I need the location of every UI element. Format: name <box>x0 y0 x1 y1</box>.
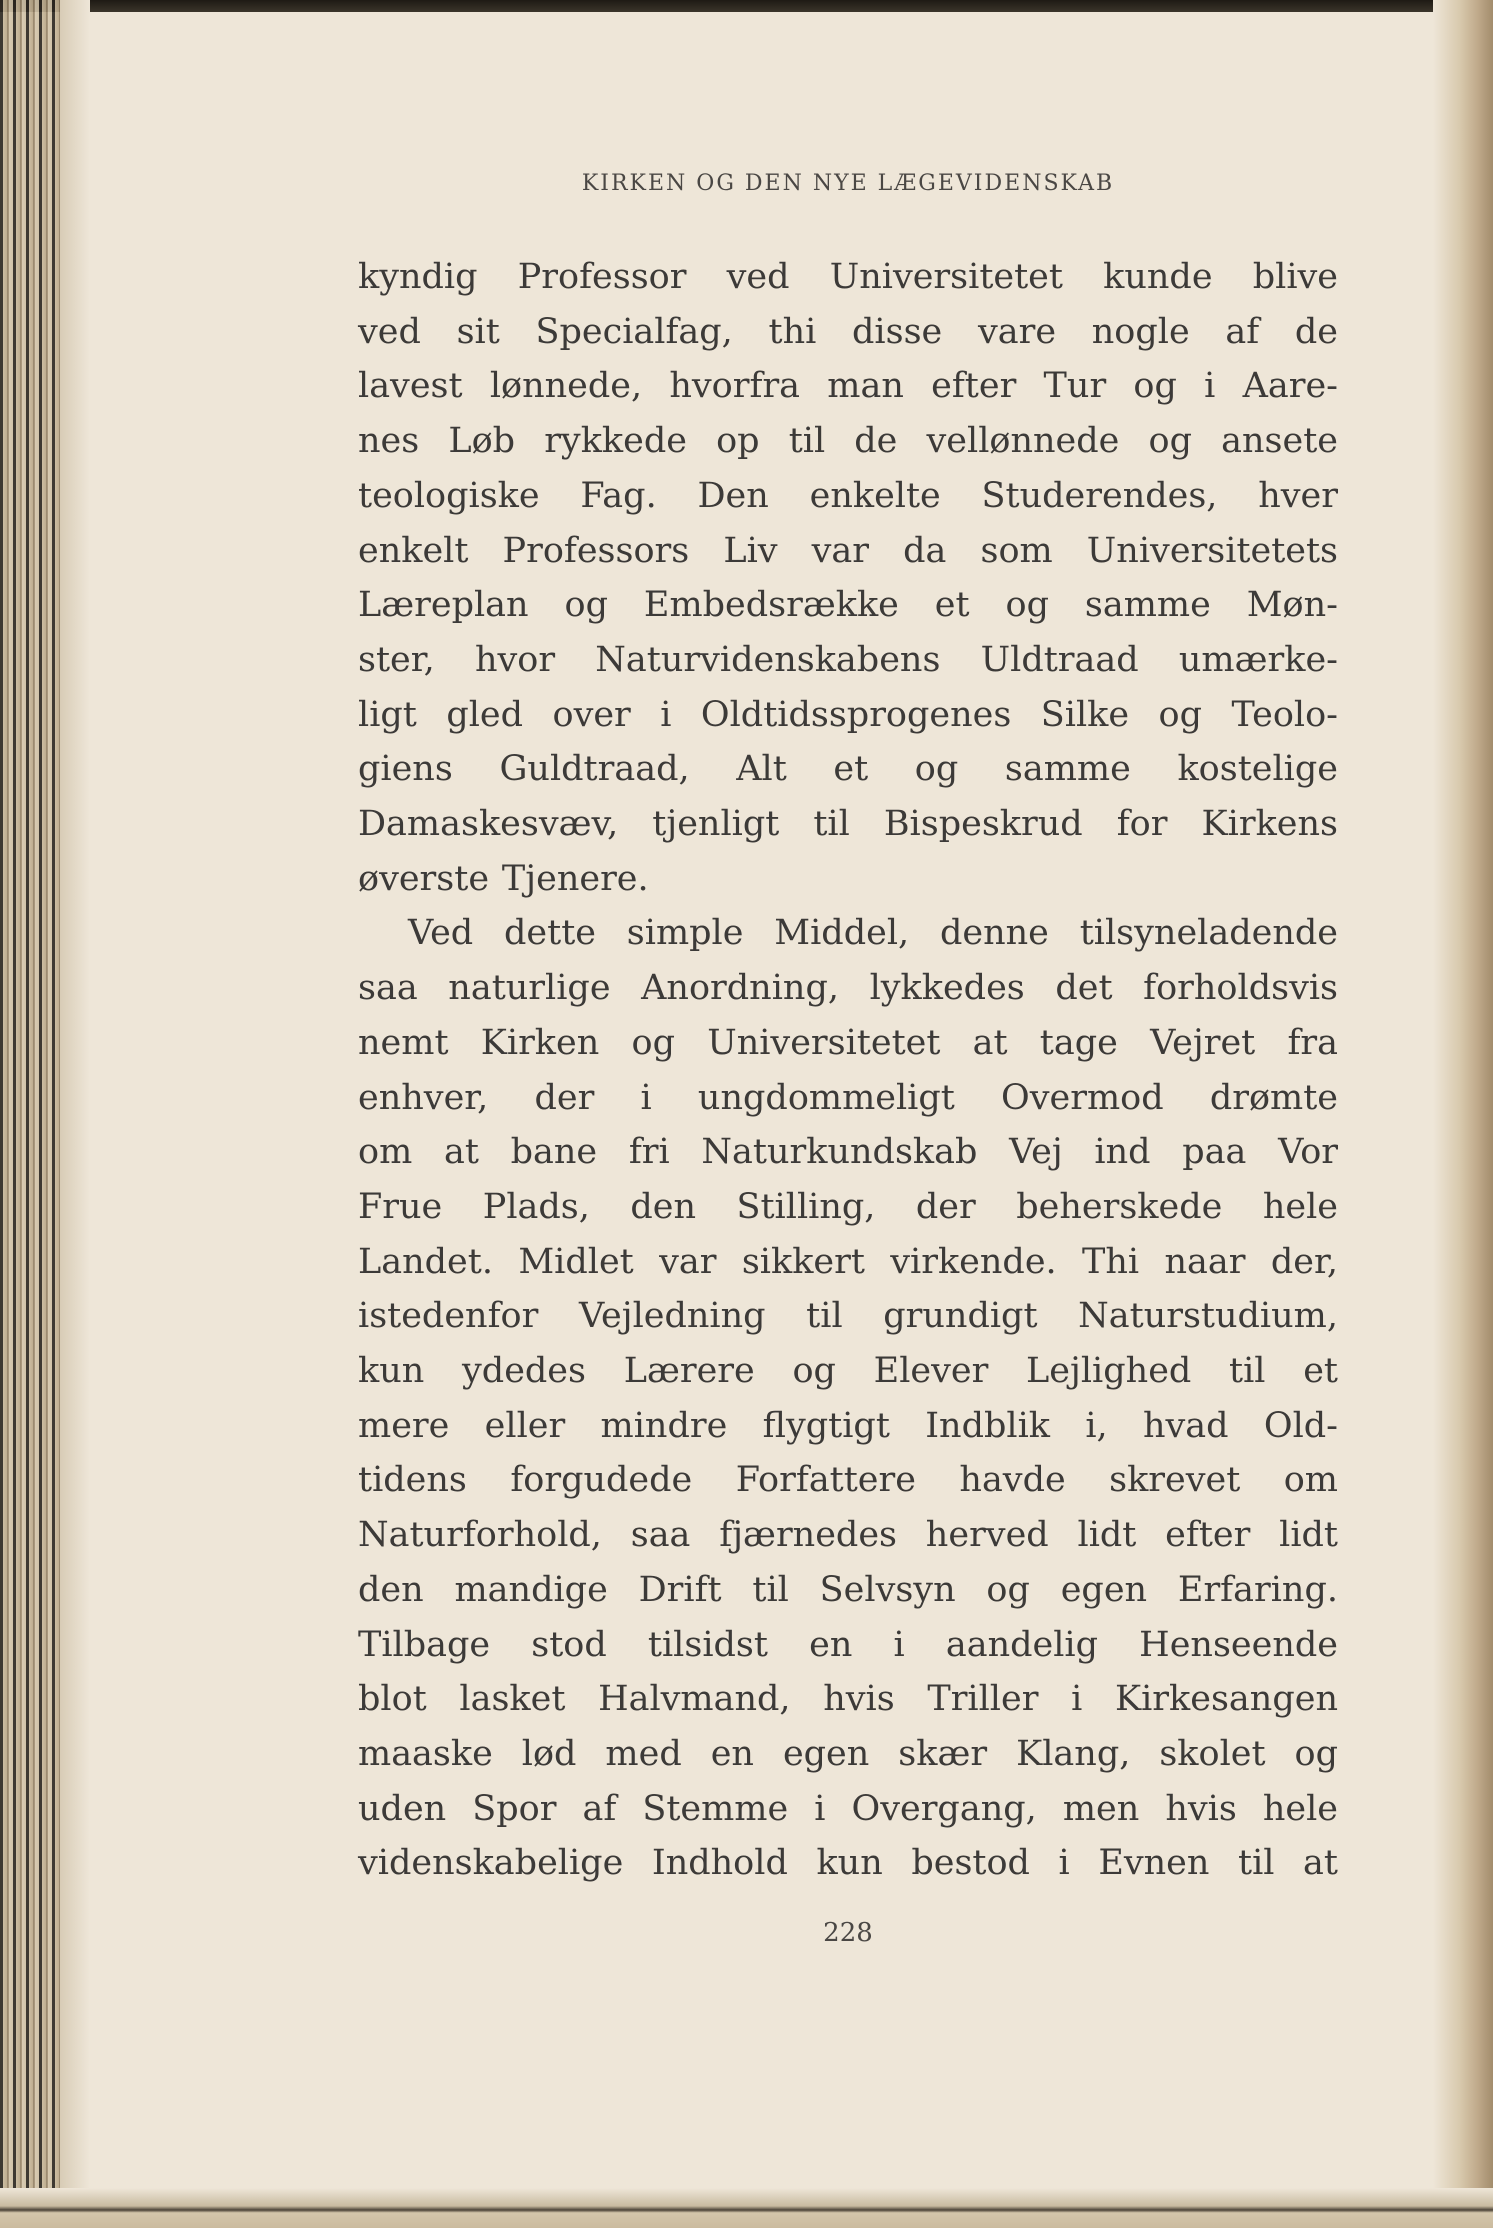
body-text <box>358 250 1338 1891</box>
page-text-block <box>358 170 1338 1891</box>
text-line: Ved dette simple Middel, denne tilsyneladende <box>408 913 1338 954</box>
text-line: kun ydedes Lærere og Elever Lejlighed til et <box>358 1351 1338 1392</box>
text-line: blot lasket Halvmand, hvis Triller i Kirkesangen <box>358 1679 1338 1720</box>
text-line: ligt gled over i Oldtidssprogenes Silke og Teolo- <box>358 694 1338 735</box>
text-line: mere eller mindre flygtigt Indblik i, hvad Old- <box>358 1405 1338 1446</box>
text-line: lavest lønnede, hvorfra man efter Tur og i Aare- <box>358 366 1338 407</box>
gutter-shadow <box>60 0 90 2228</box>
text-line: tidens forgudede Forfattere havde skrevet om <box>358 1460 1338 1501</box>
top-book-edge <box>0 0 1493 12</box>
text-line: giens Guldtraad, Alt et og samme kostelige <box>358 749 1338 790</box>
text-line: den mandige Drift til Selvsyn og egen Erfaring. <box>358 1569 1338 1610</box>
running-head: KIRKEN OG DEN NYE LÆGEVIDENSKAB <box>581 171 1115 196</box>
left-page-edges <box>0 0 60 2228</box>
text-line: uden Spor af Stemme i Overgang, men hvis hele <box>358 1788 1338 1829</box>
text-line: teologiske Fag. Den enkelte Studerendes, hver <box>358 475 1338 516</box>
text-line: om at bane fri Naturkundskab Vej ind paa Vor <box>358 1132 1338 1173</box>
text-line: Frue Plads, den Stilling, der beherskede hele <box>358 1186 1338 1227</box>
text-line: nemt Kirken og Universitetet at tage Vejret fra <box>358 1022 1338 1063</box>
text-line: øverste Tjenere. <box>358 858 649 899</box>
text-line: enkelt Professors Liv var da som Universitetets <box>358 530 1338 571</box>
text-line: Læreplan og Embedsrække et og samme Møn- <box>358 585 1338 626</box>
text-line: ster, hvor Naturvidenskabens Uldtraad umærke- <box>358 639 1338 680</box>
text-line: enhver, der i ungdommeligt Overmod drømte <box>358 1077 1338 1118</box>
text-line: saa naturlige Anordning, lykkedes det forholdsvis <box>358 968 1338 1009</box>
right-page-edge <box>1433 0 1493 2228</box>
text-line: kyndig Professor ved Universitetet kunde blive <box>358 257 1338 297</box>
text-line: nes Løb rykkede op til de vellønnede og ansete <box>358 421 1338 462</box>
text-line: Tilbage stod tilsidst en i aandelig Henseende <box>358 1624 1338 1665</box>
text-line: Naturforhold, saa fjærnedes herved lidt efter lidt <box>358 1515 1338 1556</box>
text-line: Landet. Midlet var sikkert virkende. Thi naar der, <box>358 1241 1338 1282</box>
page-number: 228 <box>823 1918 873 1948</box>
bottom-book-edge <box>0 2188 1493 2228</box>
text-line: istedenfor Vejledning til grundigt Naturstudium, <box>358 1296 1338 1337</box>
text-line: ved sit Specialfag, thi disse vare nogle af de <box>358 311 1338 352</box>
text-line: videnskabelige Indhold kun bestod i Evnen til at <box>358 1843 1338 1884</box>
text-line: Damaskesvæv, tjenligt til Bispeskrud for Kirkens <box>358 804 1338 845</box>
text-line: maaske lød med en egen skær Klang, skolet og <box>358 1733 1338 1774</box>
